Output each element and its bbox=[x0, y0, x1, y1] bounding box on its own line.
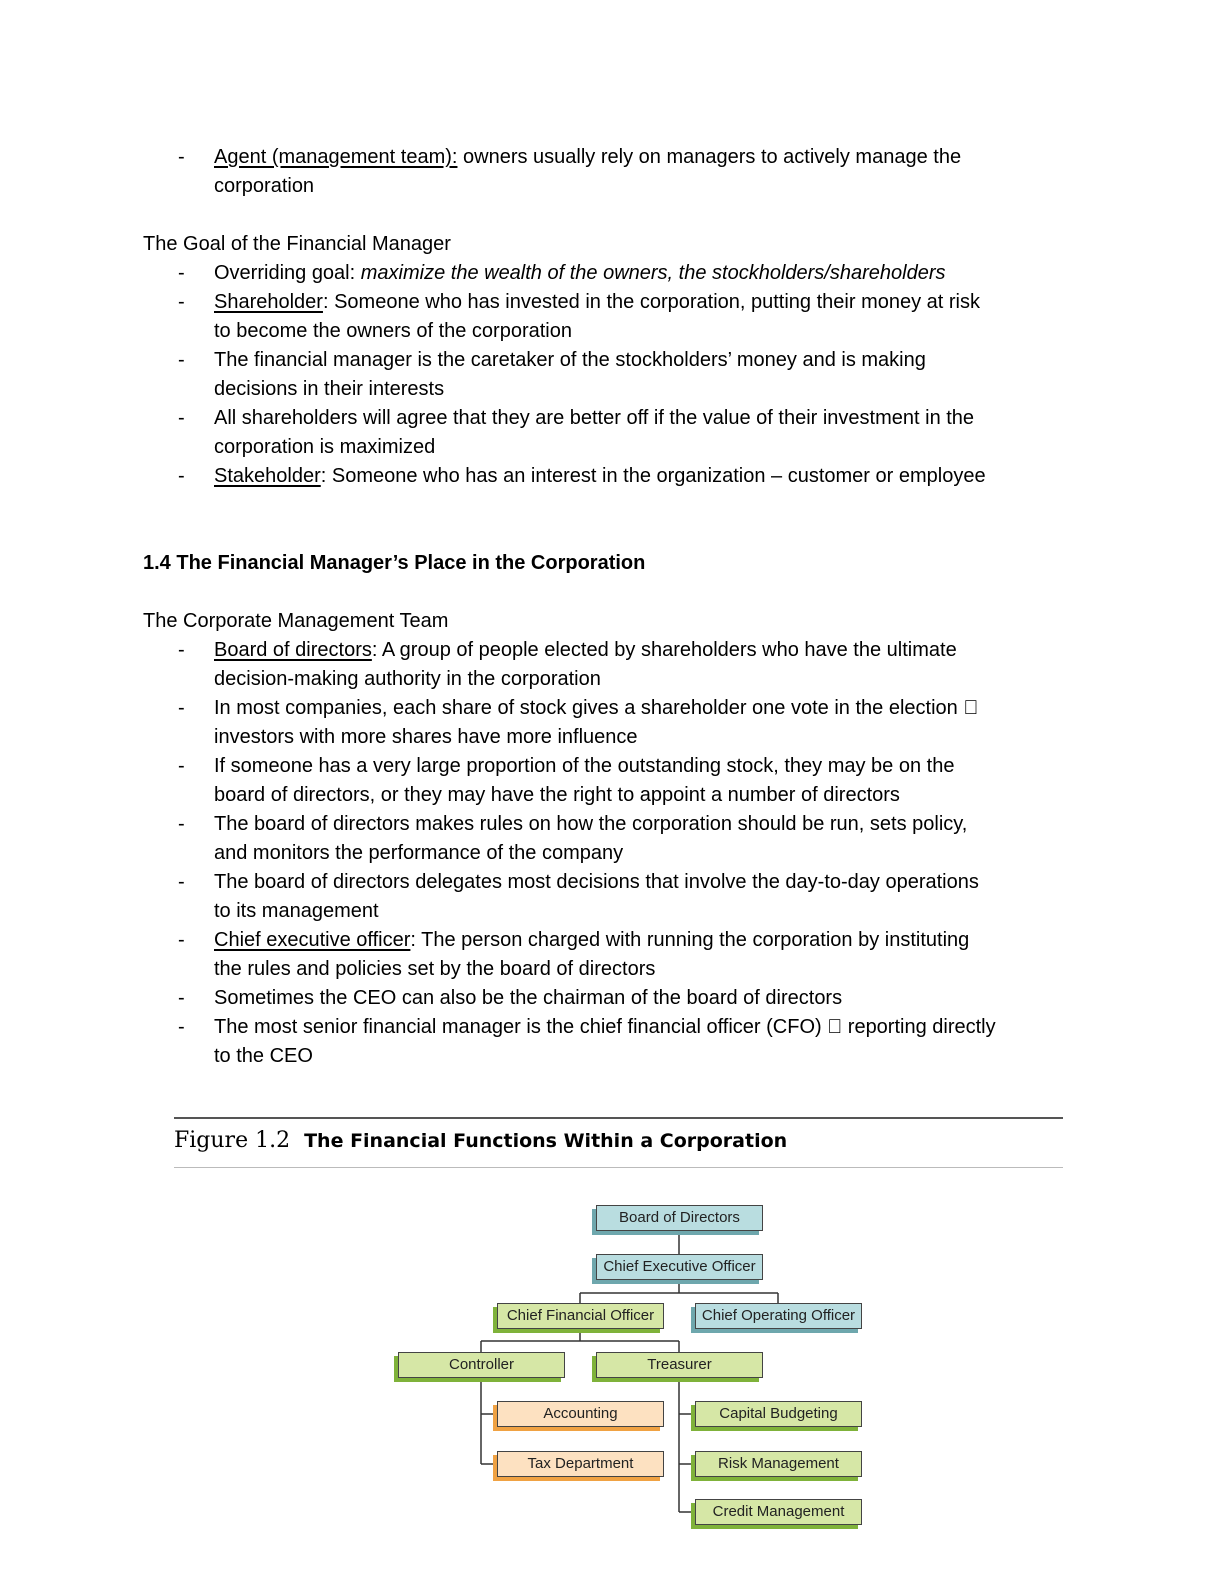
document-page: - Agent (management team): owners usually rely on managers to actively manage the corporation The Goal of the Financial Manager - Overriding goal: maximize the wealth of the owners, the stockholders/shareholders - Shareholder: Someone who has invested in the corporation, putting their money at risk to become the owners of the corporation - The financial manager is the caretaker of the stockholders’ money and is making decisions in their interests - All shareholders will agree that they are better off if the value of their investment in the corporation is maximized - Stakeholder: Someone who has an interest in the organization – customer or employee 1.4 The Financial Manager’s Place in the Corporation The Corporate Management Team - Board of directors: A group of people elected by shareholders who have the ultimate decision-making authority in the corporation - In most companies, each share of stock gives a shareholder one vote in the election investors with more shares have more influence - If someone has a very large proportion of the outstanding stock, they may be on the board of directors, or they may have the right to appoint a number of directors - The board of directors makes rules on how the corporation should be run, sets policy, and monitors the performance of the company - The board of directors delegates most decisions that involve the day-to-day operations to its management - Chief executive officer: The person charged with running the corporation by instituting the rules and policies set by the board of directors - Sometimes the CEO can also be the chairman of the board of directors - The most senior financial manager is the chief financial officer (CFO) reporting directly to the CEO Figure 1.2 The Financial Functions Within a Corporation Board of Directors Chief Executive Officer Chief Financial Officer Chief Operating Officer Controller Treasurer Accounting Tax Department Capital Budgeting Risk Management Credit Management bbox=[0, 0, 1224, 1584]
org-box-accounting: Accounting bbox=[497, 1401, 664, 1427]
section-heading: 1.4 The Financial Manager’s Place in the Corporation bbox=[143, 552, 646, 574]
team-heading: The Corporate Management Team bbox=[143, 610, 449, 632]
term-shareholder: Shareholder bbox=[214, 291, 323, 313]
org-box-tax-department: Tax Department bbox=[497, 1451, 664, 1477]
org-box-controller: Controller bbox=[398, 1352, 565, 1378]
org-box-treasurer: Treasurer bbox=[596, 1352, 763, 1378]
org-box-credit-management: Credit Management bbox=[695, 1499, 862, 1525]
term-ceo: Chief executive officer bbox=[214, 929, 411, 951]
overriding-goal-text: maximize the wealth of the owners, the stockholders/shareholders bbox=[360, 262, 946, 284]
figure-number: Figure 1.2 bbox=[174, 1128, 291, 1153]
term-board-of-directors: Board of directors bbox=[214, 639, 372, 661]
org-box-cfo: Chief Financial Officer bbox=[497, 1303, 664, 1329]
org-box-risk-management: Risk Management bbox=[695, 1451, 862, 1477]
org-box-board-of-directors: Board of Directors bbox=[596, 1205, 763, 1231]
figure-title: The Financial Functions Within a Corporation bbox=[304, 1130, 788, 1152]
org-box-ceo: Chief Executive Officer bbox=[596, 1254, 763, 1280]
bullet-marker: - bbox=[178, 146, 185, 168]
org-box-capital-budgeting: Capital Budgeting bbox=[695, 1401, 862, 1427]
goal-heading: The Goal of the Financial Manager bbox=[143, 233, 451, 255]
org-box-coo: Chief Operating Officer bbox=[695, 1303, 862, 1329]
term-agent: Agent (management team): bbox=[214, 146, 458, 168]
term-stakeholder: Stakeholder bbox=[214, 465, 321, 487]
